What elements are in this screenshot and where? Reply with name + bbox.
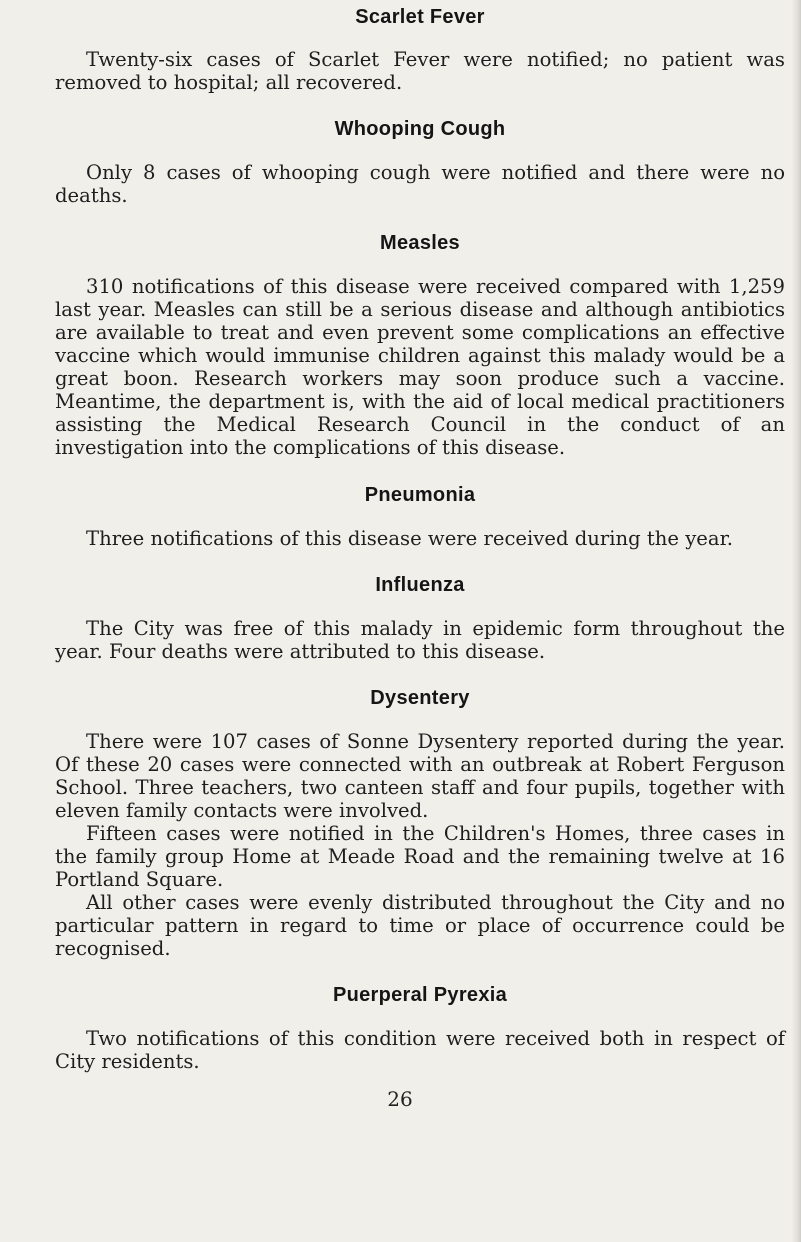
section-heading: Scarlet Fever xyxy=(355,6,485,28)
section-heading: Measles xyxy=(380,232,460,254)
section-influenza xyxy=(55,573,785,663)
section-heading: Dysentery xyxy=(370,687,470,709)
section-whooping-cough xyxy=(55,117,785,207)
paragraph: Two notifications of this condition were received both in respect of City residents. xyxy=(55,1027,785,1073)
paragraph: Three notifications of this disease were received during the year. xyxy=(86,527,734,550)
section-scarlet-fever xyxy=(55,5,785,94)
section-heading: Influenza xyxy=(375,574,465,596)
page-number: 26 xyxy=(387,1087,413,1111)
section-dysentery xyxy=(55,686,785,960)
section-measles xyxy=(55,231,785,459)
section-heading: Pneumonia xyxy=(364,484,476,506)
paragraph: The City was free of this malady in epidemic form throughout the year. Four deaths were attributed to this disease. xyxy=(55,617,785,663)
paragraph: All other cases were evenly distributed throughout the City and no particular pattern in regard to time or place of occurrence could be recognised. xyxy=(55,891,785,960)
page-edge-shadow xyxy=(791,0,801,1242)
section-heading: Puerperal Pyrexia xyxy=(332,984,508,1006)
paragraph: There were 107 cases of Sonne Dysentery reported during the year. Of these 20 cases were connected with an outbreak at Robert Ferguson School. Three teachers, two canteen staff and four pupils, together with eleven family contacts were involved. xyxy=(55,730,785,822)
paragraph: Only 8 cases of whooping cough were notified and there were no deaths. xyxy=(55,161,785,207)
section-pneumonia xyxy=(55,483,785,550)
paragraph: 310 notifications of this disease were received compared with 1,259 last year. Measles can still be a serious disease and although antibiotics are available to treat and even prevent some complications an effective vaccine which would immunise children against this malady would be a great boon. Research workers may soon produce such a vaccine. Meantime, the department is, with the aid of local medical practitioners assisting the Medical Research Council in the conduct of an investigation into the complications of this disease. xyxy=(55,275,785,459)
paragraph: Fifteen cases were notified in the Children's Homes, three cases in the family group Home at Meade Road and the remaining twelve at 16 Portland Square. xyxy=(55,822,785,891)
section-heading: Whooping Cough xyxy=(334,118,506,140)
section-puerperal-pyrexia xyxy=(55,983,785,1073)
paragraph: Twenty-six cases of Scarlet Fever were notified; no patient was removed to hospital; all recovered. xyxy=(55,48,785,94)
